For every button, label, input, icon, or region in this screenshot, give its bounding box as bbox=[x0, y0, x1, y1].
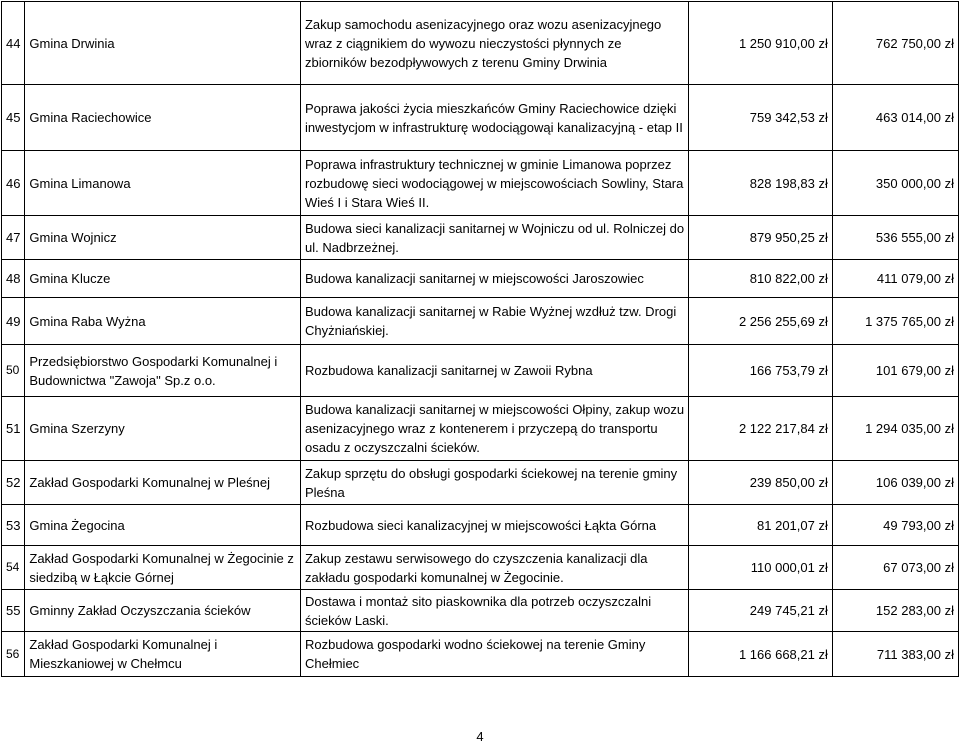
row-number: 46 bbox=[2, 151, 25, 216]
table-row bbox=[2, 216, 959, 260]
grant-amount: 152 283,00 zł bbox=[832, 590, 958, 632]
grant-amount: 762 750,00 zł bbox=[832, 2, 958, 85]
row-number: 56 bbox=[2, 632, 25, 677]
beneficiary-name: Gmina Szerzyny bbox=[25, 397, 301, 461]
row-number: 55 bbox=[2, 590, 25, 632]
row-number: 53 bbox=[2, 505, 25, 546]
table-row bbox=[2, 85, 959, 151]
beneficiary-name: Gmina Limanowa bbox=[25, 151, 301, 216]
project-description: Budowa kanalizacji sanitarnej w miejscowości Jaroszowiec bbox=[300, 260, 688, 298]
project-description: Poprawa infrastruktury technicznej w gminie Limanowa poprzez rozbudowę sieci wodociągowej w miejscowościach Sowliny, Stara Wieś I i Stara Wieś II. bbox=[300, 151, 688, 216]
table-row bbox=[2, 546, 959, 590]
project-description: Poprawa jakości życia mieszkańców Gminy Raciechowice dzięki inwestycjom w infrastrukturę wodociągowąi kanalizacyjną - etap II bbox=[300, 85, 688, 151]
beneficiary-name: Zakład Gospodarki Komunalnej w Żegocinie z siedzibą w Łąkcie Górnej bbox=[25, 546, 301, 590]
grant-amount: 411 079,00 zł bbox=[832, 260, 958, 298]
row-number: 48 bbox=[2, 260, 25, 298]
row-number: 52 bbox=[2, 461, 25, 505]
table-row bbox=[2, 2, 959, 85]
table-row bbox=[2, 345, 959, 397]
project-cost: 2 256 255,69 zł bbox=[689, 298, 832, 345]
row-number: 50 bbox=[2, 345, 25, 397]
project-cost: 759 342,53 zł bbox=[689, 85, 832, 151]
project-cost: 166 753,79 zł bbox=[689, 345, 832, 397]
project-description: Zakup samochodu asenizacyjnego oraz wozu asenizacyjnego wraz z ciągnikiem do wywozu nieczystości płynnych ze zbiorników bezodpływowych z terenu Gminy Drwinia bbox=[300, 2, 688, 85]
project-description: Budowa sieci kanalizacji sanitarnej w Wojniczu od ul. Rolniczej do ul. Nadbrzeżnej. bbox=[300, 216, 688, 260]
beneficiary-name: Gmina Wojnicz bbox=[25, 216, 301, 260]
row-number: 51 bbox=[2, 397, 25, 461]
project-cost: 110 000,01 zł bbox=[689, 546, 832, 590]
table-row bbox=[2, 298, 959, 345]
beneficiary-name: Gmina Klucze bbox=[25, 260, 301, 298]
project-description: Zakup zestawu serwisowego do czyszczenia kanalizacji dla zakładu gospodarki komunalnej w Żegocinie. bbox=[300, 546, 688, 590]
project-description: Zakup sprzętu do obsługi gospodarki ściekowej na terenie gminy Pleśna bbox=[300, 461, 688, 505]
project-description: Rozbudowa sieci kanalizacyjnej w miejscowości Łąkta Górna bbox=[300, 505, 688, 546]
table-row bbox=[2, 151, 959, 216]
beneficiary-name: Gmina Drwinia bbox=[25, 2, 301, 85]
beneficiary-name: Gmina Raciechowice bbox=[25, 85, 301, 151]
beneficiary-name: Przedsiębiorstwo Gospodarki Komunalnej i Budownictwa "Zawoja" Sp.z o.o. bbox=[25, 345, 301, 397]
row-number: 45 bbox=[2, 85, 25, 151]
project-cost: 239 850,00 zł bbox=[689, 461, 832, 505]
row-number: 47 bbox=[2, 216, 25, 260]
project-cost: 828 198,83 zł bbox=[689, 151, 832, 216]
beneficiary-name: Gmina Żegocina bbox=[25, 505, 301, 546]
grant-amount: 101 679,00 zł bbox=[832, 345, 958, 397]
grant-amount: 1 375 765,00 zł bbox=[832, 298, 958, 345]
project-cost: 1 250 910,00 zł bbox=[689, 2, 832, 85]
grant-amount: 463 014,00 zł bbox=[832, 85, 958, 151]
project-cost: 249 745,21 zł bbox=[689, 590, 832, 632]
page-number: 4 bbox=[476, 729, 484, 744]
table-row bbox=[2, 260, 959, 298]
row-number: 54 bbox=[2, 546, 25, 590]
projects-table bbox=[1, 1, 959, 677]
table-row bbox=[2, 397, 959, 461]
grant-amount: 106 039,00 zł bbox=[832, 461, 958, 505]
table-row bbox=[2, 590, 959, 632]
grant-amount: 49 793,00 zł bbox=[832, 505, 958, 546]
grant-amount: 1 294 035,00 zł bbox=[832, 397, 958, 461]
row-number: 49 bbox=[2, 298, 25, 345]
beneficiary-name: Zakład Gospodarki Komunalnej w Pleśnej bbox=[25, 461, 301, 505]
table-row bbox=[2, 461, 959, 505]
grant-amount: 711 383,00 zł bbox=[832, 632, 958, 677]
project-description: Budowa kanalizacji sanitarnej w Rabie Wyżnej wzdłuż tzw. Drogi Chyżniańskiej. bbox=[300, 298, 688, 345]
grant-amount: 536 555,00 zł bbox=[832, 216, 958, 260]
grant-amount: 67 073,00 zł bbox=[832, 546, 958, 590]
row-number: 44 bbox=[2, 2, 25, 85]
beneficiary-name: Gminny Zakład Oczyszczania ścieków bbox=[25, 590, 301, 632]
project-cost: 2 122 217,84 zł bbox=[689, 397, 832, 461]
table-row bbox=[2, 505, 959, 546]
beneficiary-name: Zakład Gospodarki Komunalnej i Mieszkaniowej w Chełmcu bbox=[25, 632, 301, 677]
project-description: Dostawa i montaż sito piaskownika dla potrzeb oczyszczalni ścieków Laski. bbox=[300, 590, 688, 632]
project-description: Rozbudowa kanalizacji sanitarnej w Zawoii Rybna bbox=[300, 345, 688, 397]
project-description: Rozbudowa gospodarki wodno ściekowej na terenie Gminy Chełmiec bbox=[300, 632, 688, 677]
project-cost: 81 201,07 zł bbox=[689, 505, 832, 546]
project-cost: 810 822,00 zł bbox=[689, 260, 832, 298]
grant-amount: 350 000,00 zł bbox=[832, 151, 958, 216]
beneficiary-name: Gmina Raba Wyżna bbox=[25, 298, 301, 345]
project-description: Budowa kanalizacji sanitarnej w miejscowości Ołpiny, zakup wozu asenizacyjnego wraz z kontenerem i przyczepą do transportu osadu z oczyszczalni ścieków. bbox=[300, 397, 688, 461]
project-cost: 1 166 668,21 zł bbox=[689, 632, 832, 677]
project-cost: 879 950,25 zł bbox=[689, 216, 832, 260]
table-row bbox=[2, 632, 959, 677]
